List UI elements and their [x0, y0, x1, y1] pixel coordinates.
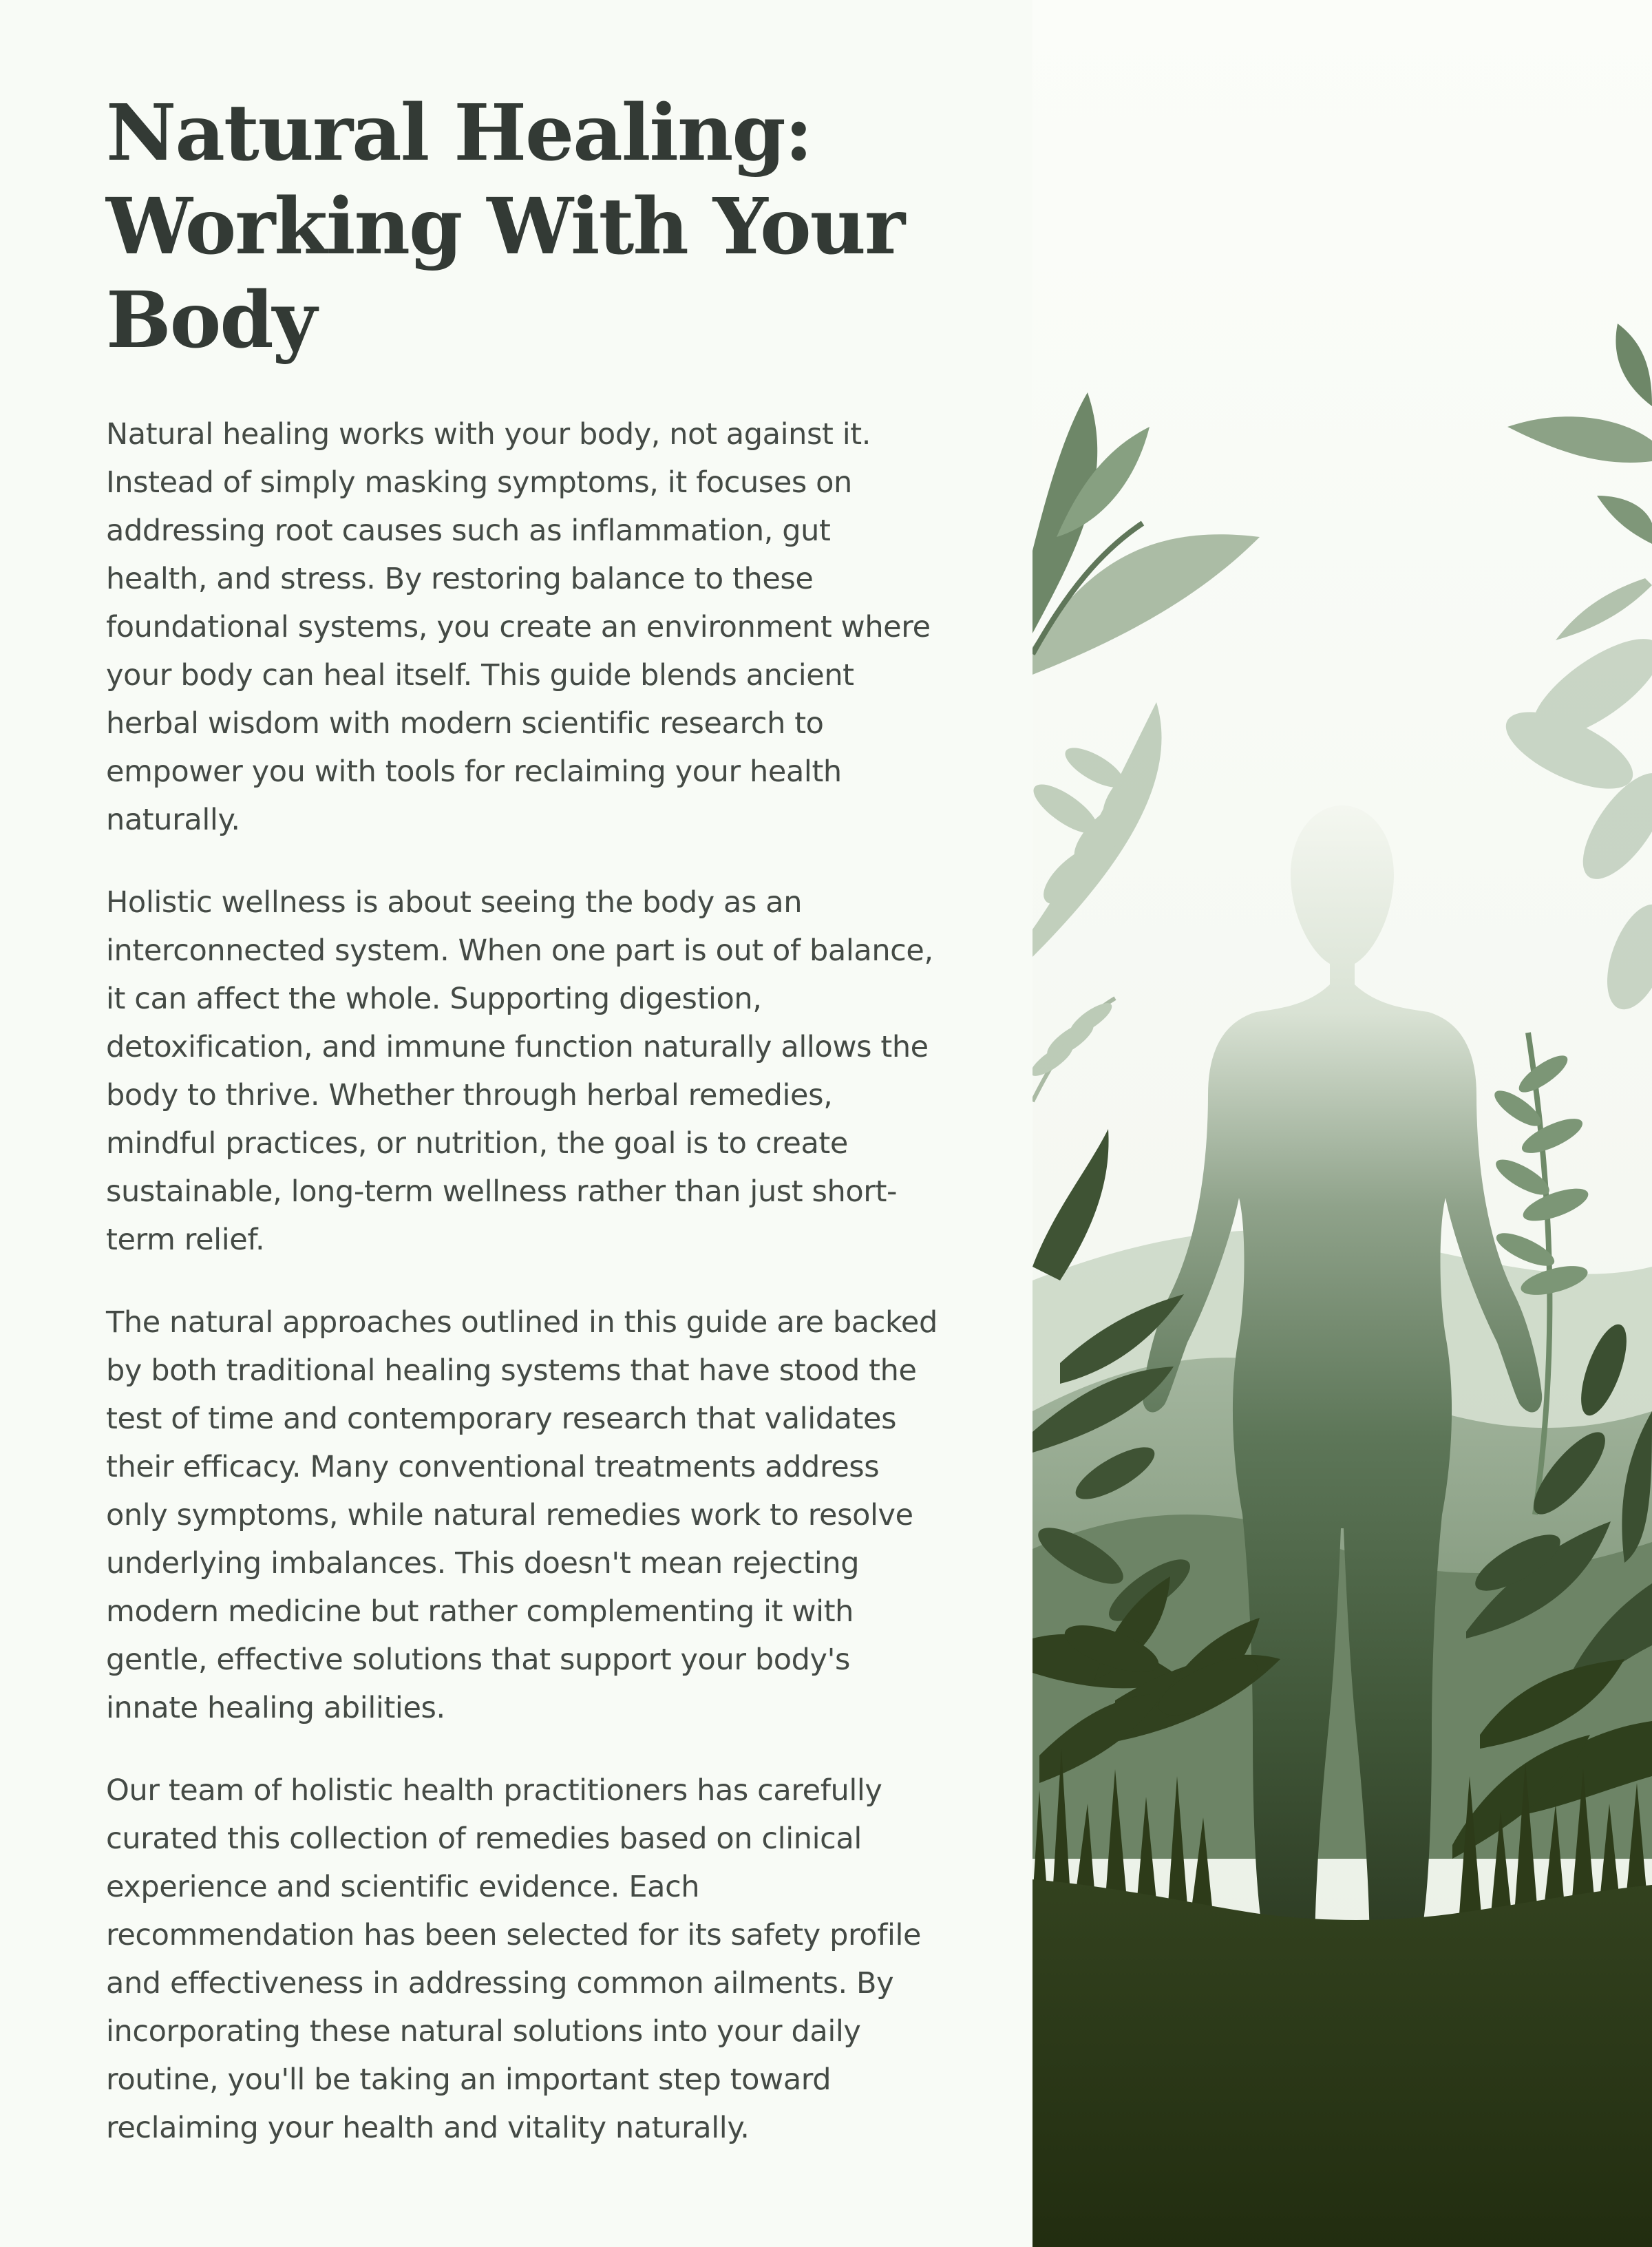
page-title: Natural Healing: Working With Your Body [106, 88, 904, 366]
article-paragraph: Our team of holistic health practitioners has carefully curated this collection of remedies based on clinical experience and scientific evidence. Each recommendation has been selected for its safety profile and effectiveness in addressing common ailments. By incorporating these natural solutions into your daily routine, you'll be taking an important step toward reclaiming your health and vitality naturally. [106, 1773, 922, 2145]
illustration-panel [1032, 0, 1652, 2247]
article-body [106, 410, 939, 2186]
human-silhouette-in-foliage-icon [1032, 0, 1652, 2247]
article-paragraph: The natural approaches outlined in this guide are backed by both traditional healing systems that have stood the test of time and contemporary research that validates their efficacy. Many conventional treatments address only symptoms, while natural remedies work to resolve underlying imbalances. This doesn't mean rejecting modern medicine but rather complementing it with gentle, effective solutions that support your body's innate healing abilities. [106, 1305, 938, 1725]
article-paragraph: Holistic wellness is about seeing the body as an interconnected system. When one part is out of balance, it can affect the whole. Supporting digestion, detoxification, and immune function naturally allows the body to thrive. Whether through herbal remedies, mindful practices, or nutrition, the goal is to create sustainable, long-term wellness rather than just short-term relief. [106, 885, 933, 1257]
article-paragraph: Natural healing works with your body, not against it. Instead of simply masking symptoms, it focuses on addressing root causes such as inflammation, gut health, and stress. By restoring balance to these foundational systems, you create an environment where your body can heal itself. This guide blends ancient herbal wisdom with modern scientific research to empower you with tools for reclaiming your health naturally. [106, 417, 931, 837]
